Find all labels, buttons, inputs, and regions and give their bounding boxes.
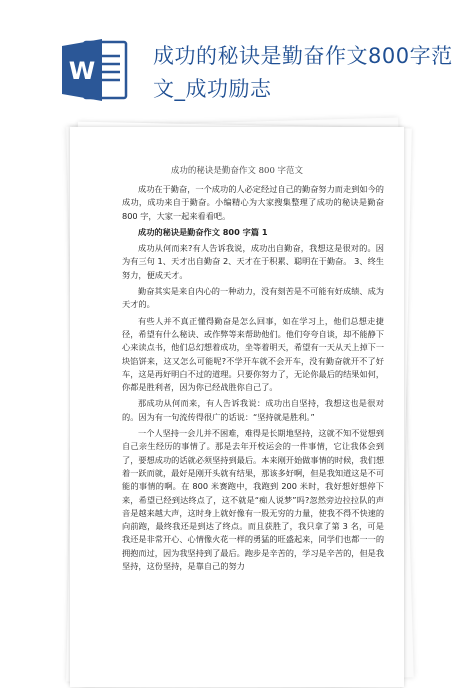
document-title: 成功的秘诀是勤奋作文 800 字范文: [170, 166, 304, 176]
word-document-icon: [62, 38, 128, 102]
paragraph: 有些人并不真正懂得勤奋是怎么回事，如在学习上，他们总想走捷径，希望有什么秘诀、或作弊等来帮助他们。他们夸夸自谈，却不能静下心来读点书，他们总幻想着成功，坐等着明天，希望有一天从天上掉下一块馅饼来，这又怎么可能呢?不学开车就不会开车，没有勤奋就开不了好车，这是再好明白不过的道理。只要你努力了，无论你最后的结果如何，你都是胜利者，因为你已经战胜你自己了。: [122, 315, 385, 393]
paragraph: 那成功从何而来，有人告诉我说：成功出自坚持，我想这也是很对的。因为有一句流传得很广的话说：“坚持就是胜利。”: [122, 398, 384, 422]
word-logo-letter: W: [68, 57, 96, 85]
paragraph: 一个人坚持一会儿并不困难，难得是长期地坚持，这就不知不觉想到自己亲生经历的事情了。那是去年开校运会的一件事情，它让我体会到了，要想成功的话就必须坚持到最后。本来刚开始做事情的时候，我们想着一跃而就，最好是刚开头就有结果，那该多好啊，但是我知道这是不可能的事情的啊。在 800 米赛跑中，我跑到 200 米时，我好想好想停下来，希望已经到达终点了，这不就是“痴人说梦”吗?忽然旁边拉拉队的声音是越来越大声，这时身上就好像有一股无穷的力量，使我不得不快速的向前跑，最终我还是到达了终点。而且获胜了，我只拿了第 3 名，可是我还是非常开心、心情像火花一样的勇猛的旺盛起来，同学们也都一一的拥抱而过，因为我坚持到了最后。跑步是辛苦的，学习是辛苦的，但是我坚持，这份坚持，是靠自己的努力: [122, 428, 385, 572]
document-body: [122, 183, 384, 576]
document-page: [70, 127, 404, 687]
page-title: 成功的秘诀是勤奋作文800字范文_成功励志: [153, 44, 453, 101]
section-heading: 成功的秘诀是勤奋作文 800 字篇 1: [138, 226, 268, 237]
paragraph-intro: 成功在于勤奋，一个成功的人必定经过自己的勤奋努力而走到如今的成功，成功来自于勤奋。小编精心为大家搜集整理了成功的秘诀是勤奋 800 字，大家一起来看看吧。: [122, 184, 384, 221]
paragraph: 成功从何而来?有人告诉我说，成功出自勤奋，我想这是很对的。因为有三句 1、天才出自勤奋 2、天才在于积累、聪明在于勤奋。 3、终生努力，便成天才。: [122, 243, 384, 280]
paragraph: 勤奋其实是来自内心的一种动力，没有刻苦是不可能有好成绩、成为天才的。: [122, 286, 384, 310]
